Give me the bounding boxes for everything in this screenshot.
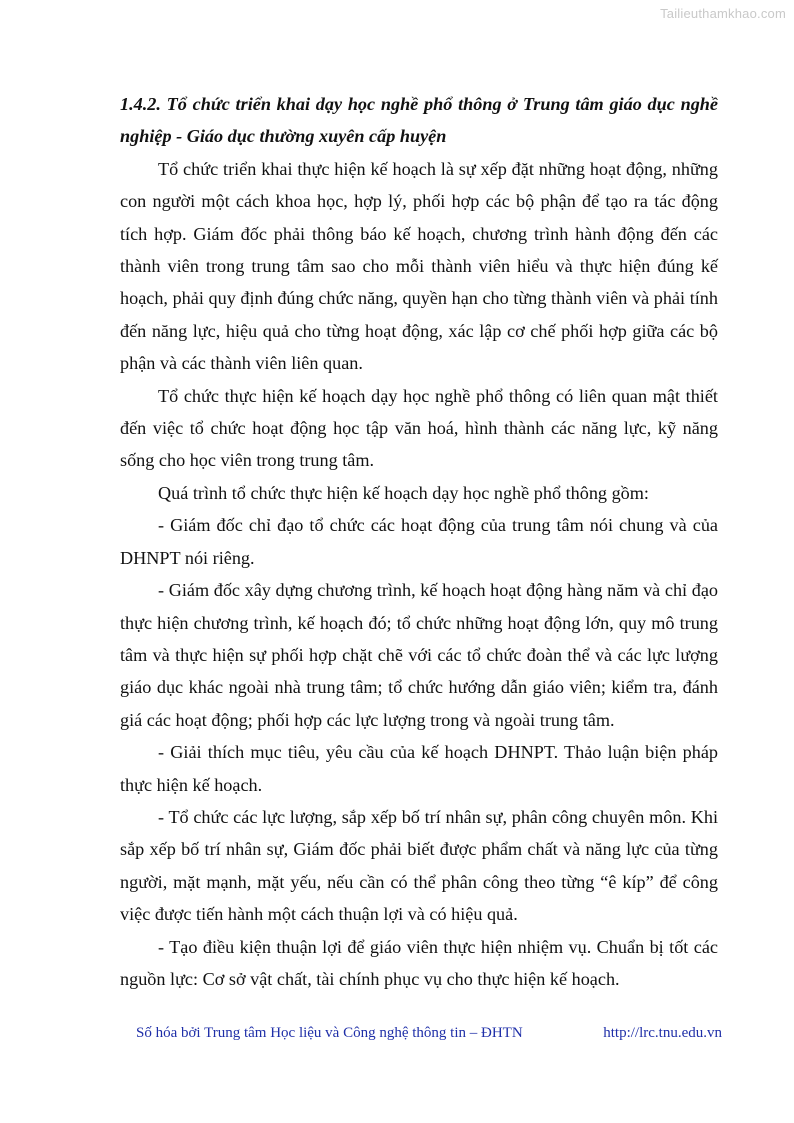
list-item: - Giám đốc chỉ đạo tổ chức các hoạt động của trung tâm nói chung và của DHNPT nói riêng.: [120, 515, 718, 568]
paragraph: Tổ chức triển khai thực hiện kế hoạch là sự xếp đặt những hoạt động, những con người một cách khoa học, hợp lý, phối hợp các bộ phận để tạo ra tác động tích hợp. Giám đốc phải thông báo kế hoạch, chương trình hành động đến các thành viên trong trung tâm sao cho mỗi thành viên hiểu và thực hiện đúng kế hoạch, phải quy định đúng chức năng, quyền hạn cho từng thành viên và phải tính đến năng lực, hiệu quả cho từng hoạt động, xác lập cơ chế phối hợp giữa các bộ phận và các thành viên liên quan.: [120, 158, 718, 374]
list-item: - Giải thích mục tiêu, yêu cầu của kế hoạch DHNPT. Thảo luận biện pháp thực hiện kế hoạch.: [120, 742, 718, 795]
section-heading: 1.4.2. Tổ chức triển khai dạy học nghề phổ thông ở Trung tâm giáo dục nghề nghiệp - Giáo dục thường xuyên cấp huyện: [120, 94, 718, 147]
footer-link[interactable]: http://lrc.tnu.edu.vn: [603, 1025, 722, 1041]
paragraph: Quá trình tổ chức thực hiện kế hoạch dạy học nghề phổ thông gồm:: [158, 482, 649, 503]
document-body: [120, 88, 718, 995]
list-item: - Tạo điều kiện thuận lợi để giáo viên thực hiện nhiệm vụ. Chuẩn bị tốt các nguồn lực: Cơ sở vật chất, tài chính phục vụ cho thực hiện kế hoạch.: [120, 936, 718, 989]
paragraph: Tổ chức thực hiện kế hoạch dạy học nghề phổ thông có liên quan mật thiết đến việc tổ chức hoạt động học tập văn hoá, hình thành các năng lực, kỹ năng sống cho học viên trong trung tâm.: [120, 385, 718, 471]
footer-credit: Số hóa bởi Trung tâm Học liệu và Công nghệ thông tin – ĐHTN: [136, 1025, 523, 1041]
page-footer: [136, 1025, 722, 1042]
list-item: - Tổ chức các lực lượng, sắp xếp bố trí nhân sự, phân công chuyên môn. Khi sắp xếp bố trí nhân sự, Giám đốc phải biết được phẩm chất và năng lực của từng người, mặt mạnh, mặt yếu, nếu cần có thể phân công theo từng “ê kíp” để công việc được tiến hành một cách thuận lợi và có hiệu quả.: [120, 806, 718, 925]
list-item: - Giám đốc xây dựng chương trình, kế hoạch hoạt động hàng năm và chỉ đạo thực hiện chương trình, kế hoạch đó; tổ chức những hoạt động lớn, quy mô trung tâm và thực hiện sự phối hợp chặt chẽ với các tổ chức đoàn thể và các lực lượng giáo dục khác ngoài nhà trung tâm; tổ chức hướng dẫn giáo viên; kiểm tra, đánh giá các hoạt động; phối hợp các lực lượng trong và ngoài trung tâm.: [120, 580, 718, 730]
watermark: Tailieuthamkhao.com: [660, 6, 786, 21]
